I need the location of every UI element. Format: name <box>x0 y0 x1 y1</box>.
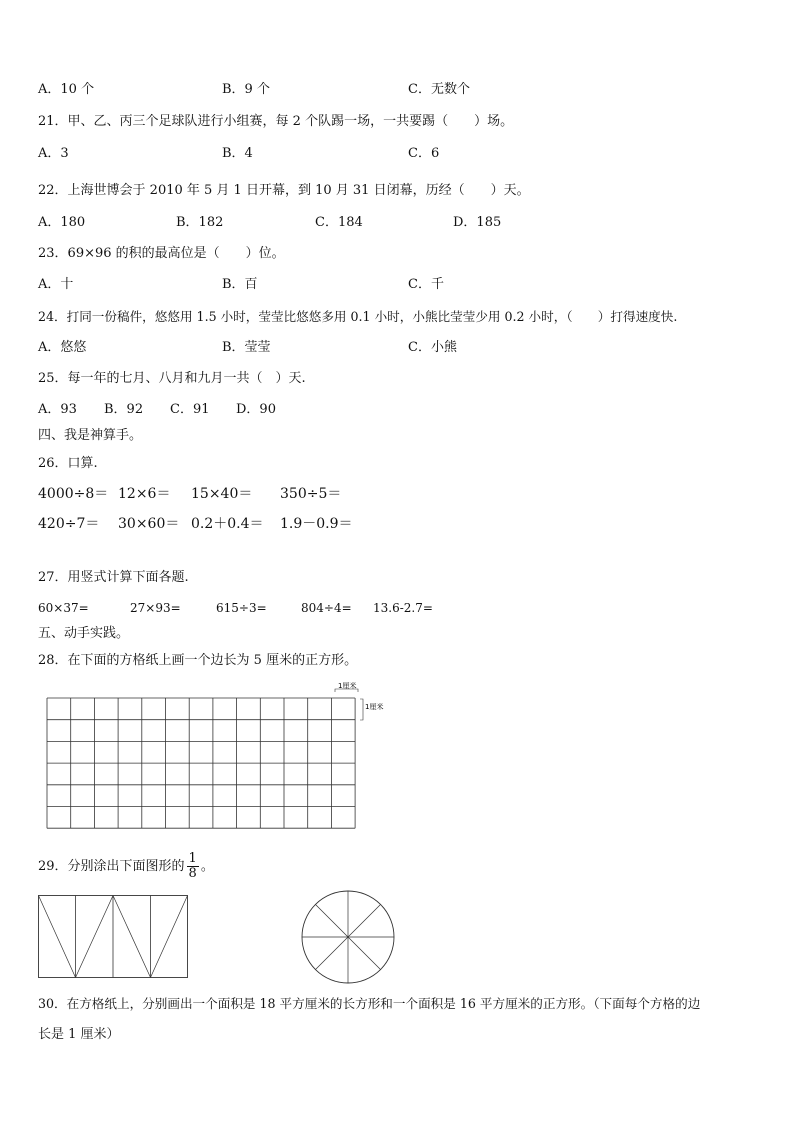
q26-r2-item: 420÷7＝ <box>38 516 100 532</box>
q26-stem: 26．口算. <box>38 456 98 471</box>
q27-item: 615÷3= <box>216 601 267 615</box>
q20-option-a: A．10 个 <box>38 82 95 97</box>
height-bracket-icon <box>360 699 363 720</box>
q22-option-d: D．185 <box>453 215 502 230</box>
q22-stem: 22．上海世博会于 2010 年 5 月 1 日开幕，到 10 月 31 日闭幕，历经（ ）天。 <box>38 183 530 198</box>
fraction-one-eighth <box>187 852 199 881</box>
q23-option-a: A．十 <box>38 277 74 292</box>
q27-item: 13.6-2.7= <box>373 601 433 615</box>
q21-option-c: C．6 <box>408 146 440 161</box>
q21-stem: 21．甲、乙、丙三个足球队进行小组赛，每 2 个队踢一场，一共要踢（ ）场。 <box>38 114 514 129</box>
q30-stem-line2: 长是 1 厘米） <box>38 1027 120 1042</box>
q26-r2-item: 1.9－0.9＝ <box>280 516 353 532</box>
q26-r1-item: 4000÷8＝ <box>38 486 109 502</box>
q23-option-c: C．千 <box>408 277 444 292</box>
q28-stem: 28．在下面的方格纸上画一个边长为 5 厘米的正方形。 <box>38 653 358 668</box>
q26-r1-item: 12×6＝ <box>118 486 171 502</box>
q27-item: 60×37= <box>38 601 89 615</box>
q25-option-c: C．91 <box>170 402 210 417</box>
section-4-heading: 四、我是神算手。 <box>38 428 143 443</box>
q20-option-b: B．9 个 <box>222 82 270 97</box>
q20-option-c: C．无数个 <box>408 82 470 97</box>
q24-stem: 24．打同一份稿件，悠悠用 1.5 小时，莹莹比悠悠多用 0.1 小时，小熊比莹莹少用 0.2 小时，（ ）打得速度快. <box>38 309 678 324</box>
section-5-heading: 五、动手实践。 <box>38 626 130 641</box>
q27-item: 804÷4= <box>301 601 352 615</box>
q29-rectangle-figure[interactable] <box>38 895 188 979</box>
q23-stem: 23．69×96 的积的最高位是（ ）位。 <box>38 246 285 261</box>
q29-stem-text: 29．分别涂出下面图形的 <box>38 859 185 874</box>
q25-option-b: B．92 <box>104 402 144 417</box>
q30-stem-line1: 30．在方格纸上，分别画出一个面积是 18 平方厘米的长方形和一个面积是 16 平方厘米的正方形。（下面每个方格的边 <box>38 996 701 1011</box>
fraction-denominator: 8 <box>188 866 197 881</box>
q26-r1-item: 350÷5＝ <box>280 486 342 502</box>
q29-stem <box>38 852 214 881</box>
q27-stem: 27．用竖式计算下面各题. <box>38 570 189 585</box>
q26-r2-item: 30×60＝ <box>118 516 180 532</box>
q29-circle-figure[interactable] <box>300 889 396 985</box>
q24-option-c: C．小熊 <box>408 340 457 355</box>
q23-option-b: B．百 <box>222 277 258 292</box>
q26-r1-item: 15×40＝ <box>191 486 253 502</box>
q28-grid-paper[interactable] <box>0 680 794 840</box>
q21-option-b: B．4 <box>222 146 253 161</box>
q26-r2-item: 0.2＋0.4＝ <box>191 516 264 532</box>
unit-label-height: 1厘米 <box>365 703 384 711</box>
q29-stem-tail: 。 <box>200 859 214 874</box>
q25-stem: 25．每一年的七月、八月和九月一共（ ）天. <box>38 371 306 386</box>
q24-option-a: A．悠悠 <box>38 340 87 355</box>
q22-option-c: C．184 <box>315 215 363 230</box>
q25-option-a: A．93 <box>38 402 77 417</box>
fraction-numerator: 1 <box>188 851 197 866</box>
q22-option-b: B．182 <box>176 215 224 230</box>
q24-option-b: B．莹莹 <box>222 340 271 355</box>
q25-option-d: D．90 <box>236 402 276 417</box>
q22-option-a: A．180 <box>38 215 86 230</box>
unit-label-width: 1厘米 <box>338 682 357 690</box>
q21-option-a: A．3 <box>38 146 69 161</box>
q27-item: 27×93= <box>130 601 181 615</box>
